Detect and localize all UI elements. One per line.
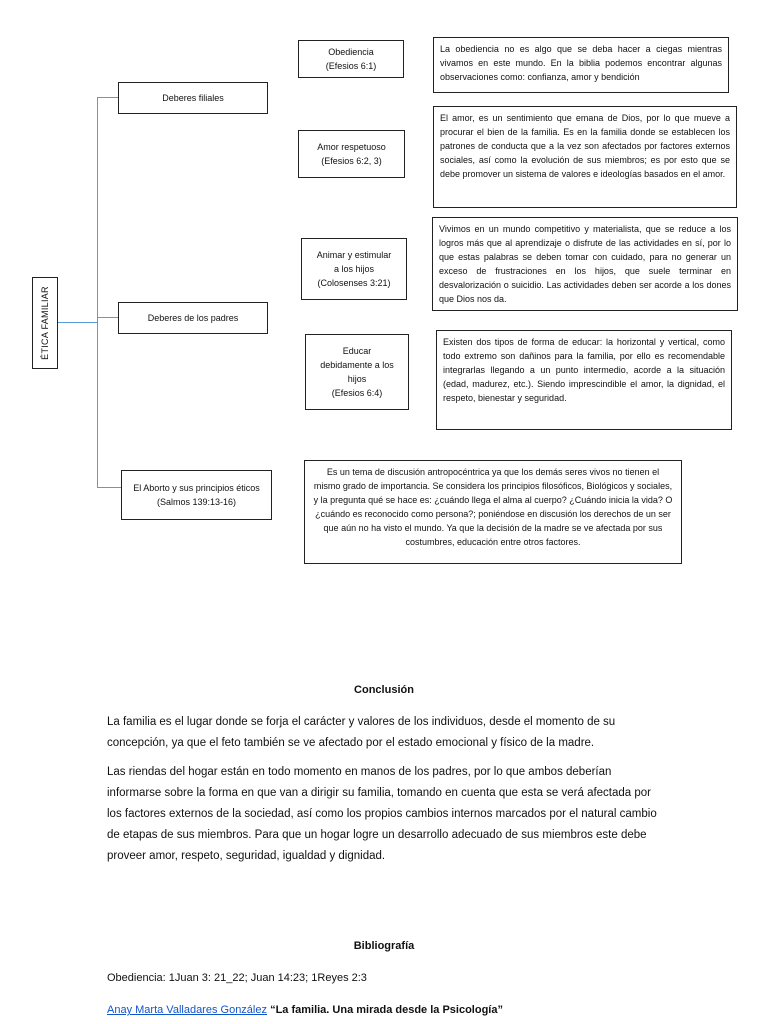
description-aborto: Es un tema de discusión antropocéntrica ya que los demás seres vivos no tienen el mismo grado de importancia. Se considera los principios filosóficos, Biológicos y sociales, y la pregunta qué se hace es: ¿cuándo llega el alma al cuerpo? ¿Cuándo inicia la vida? O ¿cuándo es reconocido como persona?; poniéndose en discusión los derechos de un ser que aún no ha visto el mundo. Ya que la decisión de la madre se ve afectada por sus costumbres, educación entre otros factores.: [304, 460, 682, 564]
connector-trunk: [97, 97, 98, 487]
subtopic-animar: Animar y estimular a los hijos (Colosenses 3:21): [301, 238, 407, 300]
conclusion-paragraph-2: Las riendas del hogar están en todo momento en manos de los padres, por lo que ambos deberían informarse sobre la forma en que van a dirigir su familia, tomando en cuenta que esta se verá afectada por los factores externos de la sociedad, así como los propios cambios internos marcados por el natural cambio de etapas de sus miembros. Para que un hogar logre un desarrollo adecuado de sus miembros este debe proveer amor, respeto, seguridad, igualdad y dignidad.: [107, 766, 657, 862]
description-animar: Vivimos en un mundo competitivo y materialista, que se reduce a los logros más que al aprendizaje o disfrute de las actividades en sí, por lo que estas palabras se deben tomar con cuidado, para no generar un exceso de frustraciones en los hijos, que suele terminar en desvalorización o suicidio. Las actividades deben ser acorde a los dones que Dios nos da.: [432, 217, 738, 311]
connector-padres: [97, 317, 118, 318]
conclusion-paragraph-1: La familia es el lugar donde se forja el carácter y valores de los individuos, desde el momento de su concepción, ya que el feto también se ve afectado por el estado emocional y físico de la madre.: [107, 716, 616, 749]
bibliography-line-1: Obediencia: 1Juan 3: 21_22; Juan 14:23; 1Reyes 2:3: [107, 972, 367, 984]
subtopic-obediencia: Obediencia (Efesios 6:1): [298, 40, 404, 78]
branch-deberes-padres: Deberes de los padres: [118, 302, 268, 334]
work-title: “La familia. Una mirada desde la Psicología”: [270, 1004, 503, 1016]
subtopic-amor-respetuoso: Amor respetuoso (Efesios 6:2, 3): [298, 130, 405, 178]
diagram-root: [32, 277, 58, 369]
branch-deberes-filiales: Deberes filiales: [118, 82, 268, 114]
author-link[interactable]: Anay Marta Valladares González: [107, 1004, 267, 1016]
description-educar: Existen dos tipos de forma de educar: la horizontal y vertical, como todo extremo son dañinos para la familia, por ello es recomendable integrarlas llegando a un punto intermedio, acorde a la situación (edad, madurez, etc.). Siendo imprescindible el amor, la dignidad, el respeto, bienestar y seguridad.: [436, 330, 732, 430]
branch-aborto: El Aborto y sus principios éticos (Salmos 139:13-16): [121, 470, 272, 520]
bibliography-line-2: [107, 1004, 503, 1016]
connector-filiales: [97, 97, 118, 98]
description-obediencia: La obediencia no es algo que se deba hacer a ciegas mientras vivamos en este mundo. En la biblia podemos encontrar algunas observaciones como: confianza, amor y bendición: [433, 37, 729, 93]
connector-root-stem: [58, 322, 97, 323]
root-label: ÉTICA FAMILIAR: [40, 286, 50, 360]
conclusion-title: Conclusión: [354, 684, 414, 696]
connector-aborto: [97, 487, 121, 488]
subtopic-educar: Educar debidamente a los hijos (Efesios 6:4): [305, 334, 409, 410]
description-amor: El amor, es un sentimiento que emana de Dios, por lo que mueve a procurar el bien de la familia. Es en la familia donde se establecen los patrones de conducta que a la vez son afectados por factores externos sociales, así como la evolución de sus miembros; es por esto que se debe promover un sistema de valores e ideologías basados en el amor.: [433, 106, 737, 208]
conclusion-body: [107, 712, 663, 875]
bibliography-title: Bibliografía: [353, 940, 415, 952]
